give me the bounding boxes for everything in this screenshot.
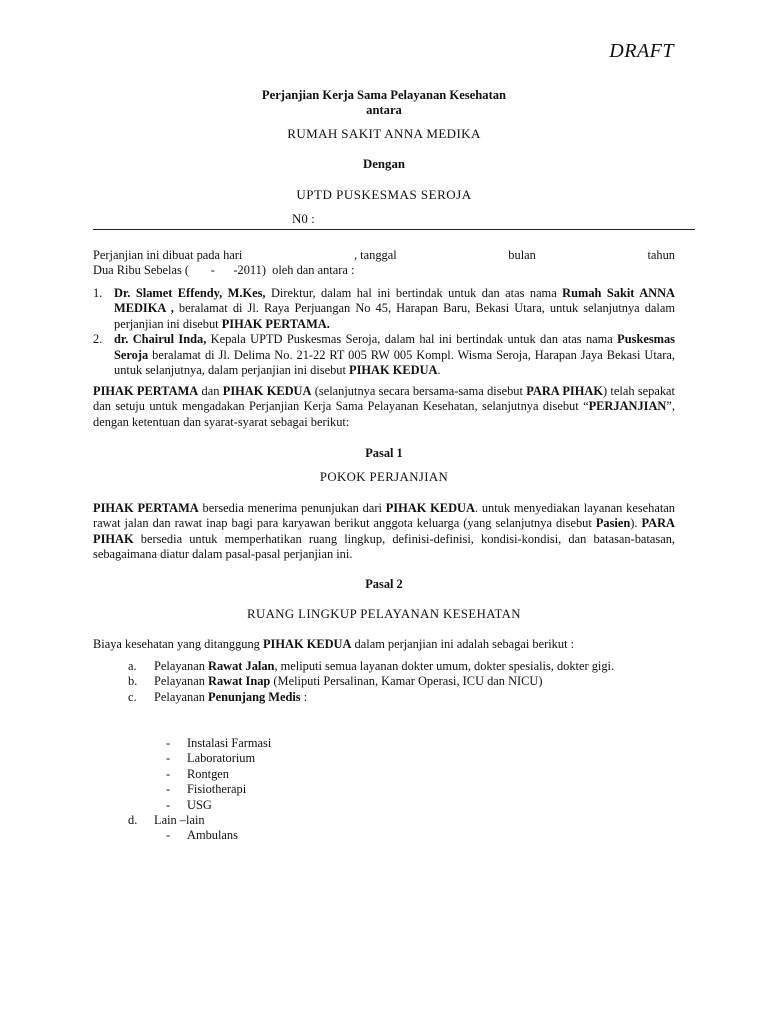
intro-paragraph	[93, 248, 675, 279]
dash-bullet: -	[166, 782, 171, 797]
para-text: (selanjutnya secara bersama-sama disebut	[311, 384, 527, 398]
intro-word: Perjanjian ini dibuat pada hari	[93, 248, 243, 262]
lain-sublist	[166, 828, 238, 843]
list-item	[128, 813, 205, 828]
list-letter: c.	[128, 689, 137, 704]
penunjang-sublist	[166, 736, 271, 813]
bold-term: PERJANJIAN	[588, 399, 667, 414]
party-text: beralamat di Jl. Delima No. 21-22 RT 005 RW 005 Kompl. Wisma Seroja, Harapan Jaya Bekasi Utara, untuk selanjutnya, dalam perjanjian ini disebut	[114, 347, 675, 378]
pasal-2-label: Pasal 2	[365, 577, 403, 591]
dengan-heading: Dengan	[363, 157, 405, 171]
bold-term: PIHAK PERTAMA	[93, 501, 199, 515]
services-list	[128, 659, 675, 705]
pasal-1-label: Pasal 1	[365, 446, 403, 460]
list-item	[128, 659, 675, 674]
para-text: Pelayanan	[154, 689, 209, 704]
bold-term: PIHAK KEDUA	[262, 637, 352, 651]
party-alias: PIHAK KEDUA	[349, 363, 438, 378]
party-text: .	[437, 363, 441, 378]
list-letter: b.	[128, 674, 138, 689]
party-text: Direktur, dalam hal ini bertindak untuk dan atas nama	[265, 286, 563, 300]
service-text	[154, 690, 675, 705]
party-two-text	[114, 332, 675, 378]
service-text	[154, 659, 675, 674]
sublist-text: Fisiotherapi	[187, 782, 247, 797]
para-text: dalam perjanjian ini adalah sebagai berikut :	[351, 637, 575, 651]
party-org: Puskesmas Seroja	[114, 332, 675, 362]
bold-term: PIHAK KEDUA	[385, 501, 475, 515]
intro-word: bulan	[508, 248, 536, 262]
party-name: dr. Chairul Inda,	[114, 332, 207, 347]
list-item	[166, 798, 271, 813]
intro-line-2: Dua Ribu Sebelas ( - -2011) oleh dan antara :	[93, 263, 355, 278]
list-letter: a.	[128, 659, 137, 673]
para-text: dan	[198, 384, 223, 398]
list-letter: d.	[128, 813, 138, 827]
list-item	[166, 751, 271, 766]
intro-word: tahun	[647, 248, 675, 262]
pasal-1-title: POKOK PERJANJIAN	[319, 470, 449, 484]
party-two-heading: UPTD PUSKESMAS SEROJA	[296, 187, 472, 202]
bold-term: Rawat Inap	[208, 674, 271, 689]
pasal-1-paragraph	[93, 501, 675, 563]
party-text: Kepala UPTD Puskesmas Seroja, dalam hal ini bertindak untuk dan atas nama	[206, 332, 618, 347]
sublist-text: Rontgen	[187, 766, 229, 781]
bold-term: Rawat Jalan	[208, 659, 275, 673]
list-number: 1.	[93, 286, 103, 300]
list-item	[93, 332, 675, 378]
sublist-text: Instalasi Farmasi	[187, 736, 272, 750]
para-text: . untuk menyediakan layanan kesehatan rawat jalan dan rawat inap bagi para karyawan berikut anggota keluarga (yang selanjutnya disebut	[93, 501, 675, 531]
para-text: , meliputi semua layanan dokter umum, dokter spesialis, dokter gigi.	[274, 659, 615, 673]
list-item	[166, 736, 271, 751]
sublist-text: Ambulans	[187, 828, 238, 842]
agreement-paragraph	[93, 384, 675, 430]
para-text: Pelayanan	[154, 674, 209, 689]
list-item	[166, 828, 238, 843]
bold-term: PIHAK KEDUA	[222, 384, 312, 398]
document-title	[0, 88, 768, 117]
party-one-heading: RUMAH SAKIT ANNA MEDIKA	[287, 126, 481, 141]
party-name: Dr. Slamet Effendy, M.Kes,	[114, 286, 266, 300]
list-item	[166, 782, 271, 797]
party-one-text	[114, 286, 675, 332]
parties-list	[93, 286, 675, 378]
bold-term: Penunjang Medis	[208, 689, 301, 704]
list-item	[93, 286, 675, 332]
dash-bullet: -	[166, 766, 171, 781]
bold-term: PARA PIHAK	[526, 384, 603, 398]
intro-word: , tanggal	[353, 248, 397, 262]
service-text	[154, 674, 675, 689]
bold-term: PIHAK PERTAMA	[93, 384, 199, 398]
para-text: ).	[630, 516, 642, 531]
party-alias: PIHAK PERTAMA.	[221, 316, 330, 331]
pasal-2-intro	[93, 637, 675, 652]
list-item	[128, 690, 675, 705]
para-text: Biaya kesehatan yang ditanggung	[93, 637, 263, 651]
sublist-text: USG	[187, 797, 212, 812]
pasal-2-title: RUANG LINGKUP PELAYANAN KESEHATAN	[247, 607, 521, 621]
list-number: 2.	[93, 332, 103, 347]
title-line-1: Perjanjian Kerja Sama Pelayanan Kesehatan	[261, 88, 507, 102]
document-number: N0 :	[292, 211, 315, 226]
dash-bullet: -	[166, 736, 171, 750]
dash-bullet: -	[166, 797, 171, 812]
party-text: beralamat di Jl. Raya Perjuangan No 45, Harapan Baru, Bekasi Utara, untuk selanjutnya dalam perjanjian ini disebut	[114, 301, 676, 331]
service-text: Lain –lain	[154, 813, 205, 827]
para-text: bersedia menerima penunjukan dari	[198, 501, 386, 515]
para-text: ”, dengan ketentuan dan syarat-syarat sebagai berikut:	[93, 399, 675, 429]
para-text: (Meliputi Persalinan, Kamar Operasi, ICU dan NICU)	[270, 674, 543, 689]
para-text: ) telah sepakat dan setuju untuk mengadakan Perjanjian Kerja Sama Pelayanan Kesehatan, selanjutnya disebut “	[93, 384, 675, 414]
draft-watermark: DRAFT	[609, 40, 674, 62]
party-org: Rumah Sakit ANNA MEDIKA ,	[114, 286, 675, 316]
para-text: bersedia untuk memperhatikan ruang lingkup, definisi-definisi, kondisi-kondisi, dan batasan-batasan, sebagaimana diatur dalam pasal-pasal perjanjian ini.	[93, 531, 675, 562]
title-line-2: antara	[366, 102, 402, 117]
para-text: :	[300, 689, 308, 704]
dash-bullet: -	[166, 828, 171, 842]
header-divider	[93, 229, 695, 230]
sublist-text: Laboratorium	[187, 751, 256, 766]
list-item	[128, 674, 675, 689]
list-item	[166, 767, 271, 782]
bold-term: Pasien	[595, 516, 631, 531]
para-text: Pelayanan	[154, 659, 209, 673]
dash-bullet: -	[166, 751, 171, 766]
bold-term: PARA PIHAK	[93, 516, 675, 546]
intro-line-1	[93, 248, 675, 263]
